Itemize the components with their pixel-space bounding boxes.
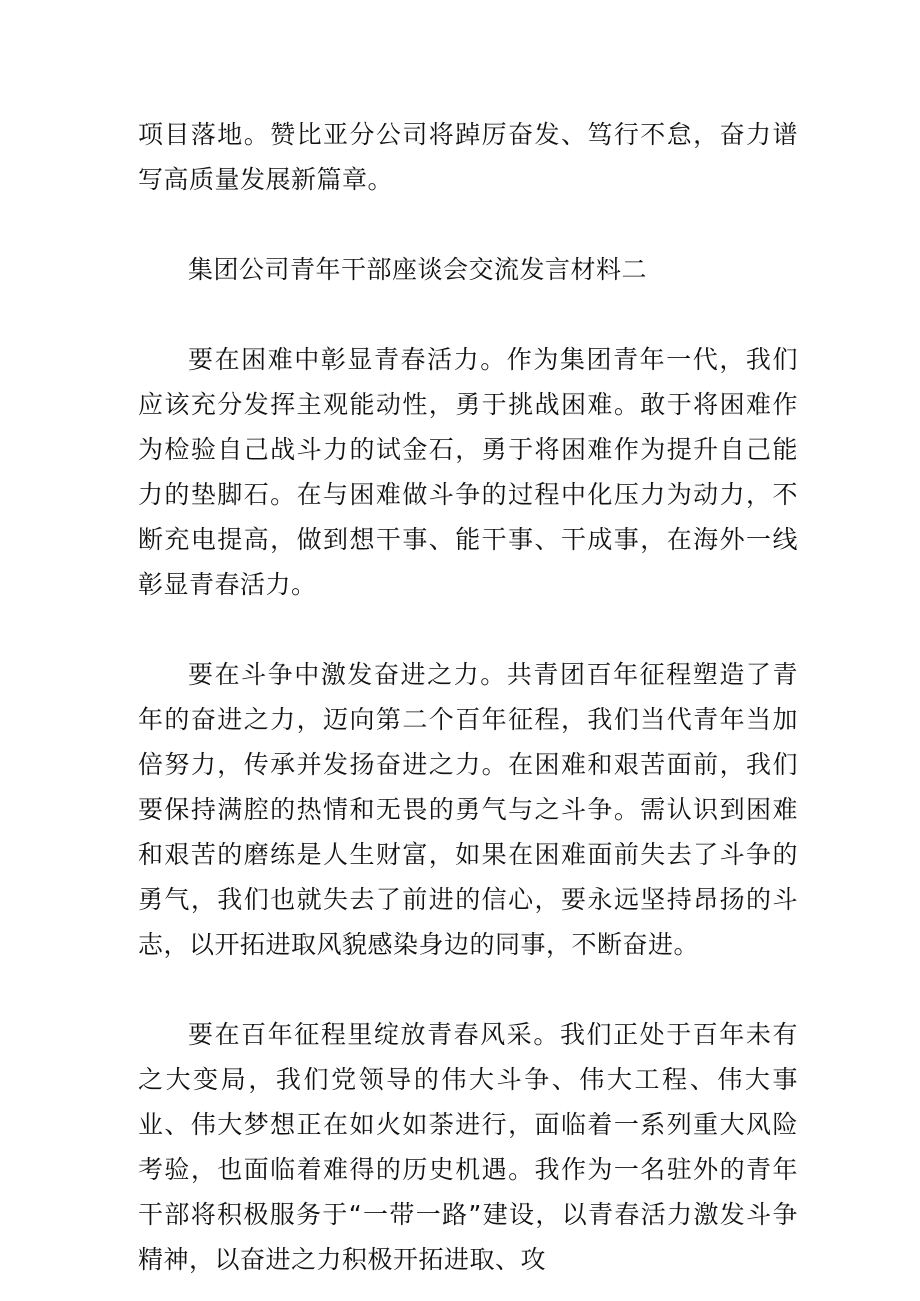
document-body — [138, 112, 798, 1282]
body-paragraph-1: 要在困难中彰显青春活力。作为集团青年一代，我们应该充分发挥主观能动性，勇于挑战困难。敢于将困难作为检验自己战斗力的试金石，勇于将困难作为提升自己能力的垫脚石。在与困难做斗争的过程中化压力为动力，不断充电提高，做到想干事、能干事、干成事，在海外一线彰显青春活力。 — [138, 345, 798, 599]
section-title: 集团公司青年干部座谈会交流发言材料二 — [188, 255, 648, 284]
body-paragraph-2: 要在斗争中激发奋进之力。共青团百年征程塑造了青年的奋进之力，迈向第二个百年征程，我们当代青年当加倍努力，传承并发扬奋进之力。在困难和艰苦面前，我们要保持满腔的热情和无畏的勇气与之斗争。需认识到困难和艰苦的磨练是人生财富，如果在困难面前失去了斗争的勇气，我们也就失去了前进的信心，要永远坚持昂扬的斗志，以开拓进取风貌感染身边的同事，不断奋进。 — [138, 660, 798, 959]
body-paragraph-3: 要在百年征程里绽放青春风采。我们正处于百年未有之大变局，我们党领导的伟大斗争、伟大工程、伟大事业、伟大梦想正在如火如荼进行，面临着一系列重大风险考验，也面临着难得的历史机遇。我作为一名驻外的青年干部将积极服务于“一带一路”建设，以青春活力激发斗争精神，以奋进之力积极开拓进取、攻 — [138, 1020, 798, 1274]
continuation-paragraph: 项目落地。赞比亚分公司将踔厉奋发、笃行不怠，奋力谱写高质量发展新篇章。 — [138, 120, 798, 194]
